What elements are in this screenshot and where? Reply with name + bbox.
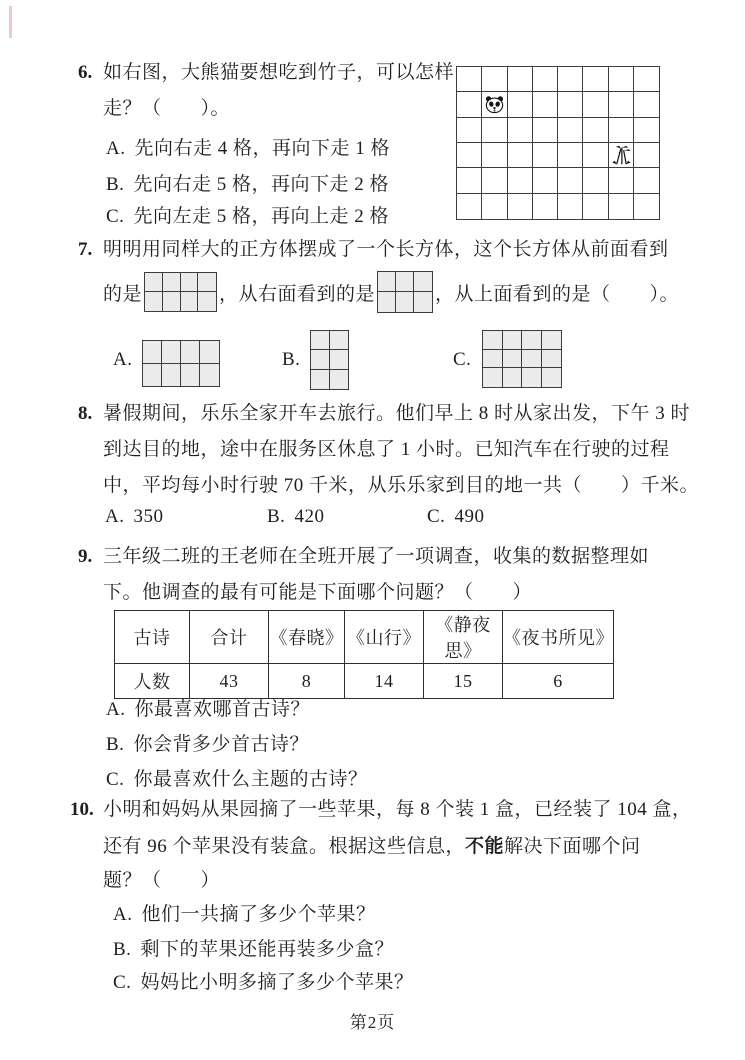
grid-cell: [533, 143, 558, 168]
q9-td-chunxiao: 8: [269, 664, 345, 699]
q6-option-b: [106, 173, 389, 197]
q10-option-b-label: B.: [113, 939, 132, 960]
q9-td-renshu: 人数: [115, 664, 190, 699]
grid-cell: [414, 292, 432, 312]
q8-option-c: [427, 505, 484, 529]
q6-stem-line1: 如右图，大熊猫要想吃到竹子，可以怎样: [103, 62, 455, 83]
q9-th-yeshusuojian: 《夜书所见》: [503, 611, 614, 664]
grid-cell: [162, 341, 181, 364]
grid-cell: [583, 168, 608, 193]
grid-cell: [583, 194, 608, 219]
grid-cell: [330, 331, 349, 350]
grid-cell: [533, 92, 558, 117]
grid-cell: [583, 118, 608, 143]
q8-option-a-text: 350: [133, 506, 164, 527]
q9-th-total: 合计: [190, 611, 269, 664]
grid-cell: [181, 273, 199, 292]
grid-cell: [457, 143, 482, 168]
grid-cell: [163, 292, 181, 311]
grid-cell: [414, 272, 432, 292]
page-number: 第2页: [349, 1013, 396, 1032]
q9-th-jingyesi: 《静夜思》: [424, 611, 503, 664]
grid-cell: [181, 364, 200, 387]
q10-line2-post: 解决下面哪个问: [504, 836, 641, 857]
q9-number: 9.: [78, 546, 93, 567]
margin-mark: [9, 6, 12, 38]
q7-line2-mid: ，从右面看到的是: [219, 283, 376, 305]
grid-cell: [163, 273, 181, 292]
q6-option-a-text: 先向右走 4 格，再向下走 1 格: [134, 138, 390, 159]
grid-cell: [482, 143, 507, 168]
grid-cell: [634, 194, 659, 219]
q7-option-c-grid: [482, 330, 562, 388]
grid-cell: [483, 350, 503, 369]
grid-cell: [482, 67, 507, 92]
grid-cell: [508, 92, 533, 117]
grid-cell: [634, 92, 659, 117]
q10-option-c: [113, 971, 413, 995]
q9-stem-line2: 下。他调查的最有可能是下面哪个问题？（ ）: [103, 582, 533, 603]
q10-option-a: [113, 903, 376, 927]
q7-stem-line2: [103, 268, 679, 316]
q6-option-b-text: 先向右走 5 格，再向下走 2 格: [133, 174, 389, 195]
q9-option-c-label: C.: [106, 769, 125, 790]
grid-cell: [457, 118, 482, 143]
grid-cell: [558, 118, 583, 143]
q7-option-a-grid: [142, 340, 220, 387]
panda-icon: [482, 92, 507, 117]
q9-td-shanxing: 14: [345, 664, 424, 699]
q8-stem-line2: 到达目的地，途中在服务区休息了 1 小时。已知汽车在行驶的过程: [103, 439, 670, 460]
grid-cell: [533, 67, 558, 92]
grid-cell: [198, 292, 216, 311]
q9-th-shanxing: 《山行》: [345, 611, 424, 664]
grid-cell: [533, 168, 558, 193]
grid-cell: [533, 118, 558, 143]
q10-stem-line3: 题？（ ）: [103, 870, 221, 891]
q9-option-c: [106, 768, 367, 792]
q9-stem-line1: 三年级二班的王老师在全班开展了一项调查，收集的数据整理如: [103, 546, 650, 567]
grid-cell: [311, 331, 330, 350]
q8-option-c-text: 490: [454, 506, 485, 527]
q6-stem-line2: 走？（ ）。: [103, 98, 231, 119]
q8-option-c-label: C.: [427, 506, 446, 527]
q7-option-c-label: C.: [453, 349, 472, 370]
q10-stem-line1: 小明和妈妈从果园摘了一些苹果，每 8 个装 1 盒，已经装了 104 盒，: [103, 799, 692, 820]
grid-cell: [483, 368, 503, 387]
grid-cell: [457, 168, 482, 193]
q6-option-b-label: B.: [106, 174, 125, 195]
grid-cell: [181, 341, 200, 364]
q8-stem-line1: 暑假期间，乐乐全家开车去旅行。他们早上 8 时从家出发，下午 3 时: [103, 403, 691, 424]
grid-cell: [634, 168, 659, 193]
grid-cell: [457, 92, 482, 117]
q9-option-b-text: 你会背多少首古诗？: [133, 734, 309, 755]
grid-cell: [542, 331, 562, 350]
grid-cell: [634, 143, 659, 168]
grid-cell: [508, 118, 533, 143]
q7-option-b-label: B.: [282, 349, 301, 370]
grid-cell: [522, 368, 542, 387]
q9-table-header-row: [115, 611, 614, 664]
grid-cell: [330, 370, 349, 389]
q8-option-a-label: A.: [105, 506, 125, 527]
q9-option-a-text: 你最喜欢哪首古诗？: [134, 699, 310, 720]
grid-cell: [311, 350, 330, 369]
grid-cell: [542, 368, 562, 387]
q7-option-a-label: A.: [113, 349, 133, 370]
grid-cell: [542, 350, 562, 369]
q6-option-a: [106, 137, 390, 161]
q10-option-b-text: 剩下的苹果还能再装多少盒？: [140, 939, 394, 960]
grid-cell: [583, 67, 608, 92]
grid-cell: [482, 118, 507, 143]
grid-cell: [330, 350, 349, 369]
grid-cell: [503, 331, 523, 350]
grid-cell: [483, 331, 503, 350]
q10-stem-line2: [103, 835, 641, 859]
grid-cell: [143, 341, 162, 364]
q7-number: 7.: [78, 239, 93, 260]
grid-cell: [533, 194, 558, 219]
grid-cell: [200, 364, 219, 387]
grid-cell: [508, 143, 533, 168]
q6-option-a-label: A.: [106, 138, 126, 159]
q9-option-c-text: 你最喜欢什么主题的古诗？: [133, 769, 368, 790]
grid-cell: [143, 364, 162, 387]
q6-option-c: [106, 205, 389, 229]
q10-number: 10.: [70, 799, 94, 820]
grid-cell: [558, 168, 583, 193]
q6-number: 6.: [78, 62, 93, 83]
grid-cell: [145, 292, 163, 311]
q9-option-a-label: A.: [106, 699, 126, 720]
grid-cell: [609, 168, 634, 193]
q8-option-b-text: 420: [294, 506, 325, 527]
grid-cell: [378, 272, 396, 292]
q9-option-b-label: B.: [106, 734, 125, 755]
grid-cell: [396, 292, 414, 312]
grid-cell: [583, 143, 608, 168]
q8-number: 8.: [78, 403, 93, 424]
q10-option-c-text: 妈妈比小明多摘了多少个苹果？: [140, 972, 414, 993]
grid-cell: [634, 118, 659, 143]
grid-cell: [508, 67, 533, 92]
q10-line2-emphasis: 不能: [465, 836, 505, 857]
q9-td-total: 43: [190, 664, 269, 699]
grid-cell: [508, 168, 533, 193]
grid-cell: [609, 92, 634, 117]
grid-cell: [457, 194, 482, 219]
q7-line2-pre: 的是: [103, 283, 143, 305]
grid-cell: [609, 194, 634, 219]
grid-cell: [482, 194, 507, 219]
q6-map-grid: [456, 66, 660, 220]
q9-table-data-row: [115, 664, 614, 699]
q10-line2-pre: 还有 96 个苹果没有装盒。根据这些信息，: [103, 836, 466, 857]
q9-td-yeshusuojian: 6: [503, 664, 614, 699]
q7-line2-post: ，从上面看到的是（ ）。: [435, 283, 680, 305]
q7-front-view-grid: [144, 272, 217, 312]
grid-cell: [145, 273, 163, 292]
q10-option-c-label: C.: [113, 972, 132, 993]
grid-cell: [311, 370, 330, 389]
grid-cell: [522, 350, 542, 369]
q9-option-a: [106, 698, 310, 722]
grid-cell: [503, 350, 523, 369]
grid-cell: [378, 292, 396, 312]
grid-cell: [482, 168, 507, 193]
q10-option-a-text: 他们一共摘了多少个苹果？: [141, 904, 376, 925]
q8-option-a: [105, 505, 163, 529]
grid-cell: [558, 92, 583, 117]
q6-option-c-text: 先向左走 5 格，再向上走 2 格: [133, 206, 389, 227]
grid-cell: [558, 67, 583, 92]
q8-stem-line3: 中，平均每小时行驶 70 千米，从乐乐家到目的地一共（ ）千米。: [103, 475, 700, 496]
grid-cell: [181, 292, 199, 311]
grid-cell: [558, 194, 583, 219]
q9-th-chunxiao: 《春晓》: [269, 611, 345, 664]
q8-option-b: [267, 505, 324, 529]
q7-option-b-grid: [310, 330, 349, 390]
bamboo-icon: [609, 143, 634, 168]
grid-cell: [162, 364, 181, 387]
q9-td-jingyesi: 15: [424, 664, 503, 699]
grid-cell: [457, 67, 482, 92]
q10-option-a-label: A.: [113, 904, 133, 925]
grid-cell: [558, 143, 583, 168]
grid-cell: [634, 67, 659, 92]
q9-th-poem: 古诗: [115, 611, 190, 664]
q7-side-view-grid: [377, 271, 433, 313]
grid-cell: [583, 92, 608, 117]
q10-option-b: [113, 938, 394, 962]
q6-option-c-label: C.: [106, 206, 125, 227]
q7-stem-line1: 明明用同样大的正方体摆成了一个长方体，这个长方体从前面看到: [103, 239, 669, 260]
grid-cell: [609, 67, 634, 92]
grid-cell: [200, 341, 219, 364]
grid-cell: [522, 331, 542, 350]
grid-cell: [503, 368, 523, 387]
q9-option-b: [106, 733, 309, 757]
grid-cell: [508, 194, 533, 219]
q8-option-b-label: B.: [267, 506, 286, 527]
grid-cell: [396, 272, 414, 292]
q9-survey-table: [114, 610, 614, 699]
grid-cell: [198, 273, 216, 292]
grid-cell: [609, 118, 634, 143]
